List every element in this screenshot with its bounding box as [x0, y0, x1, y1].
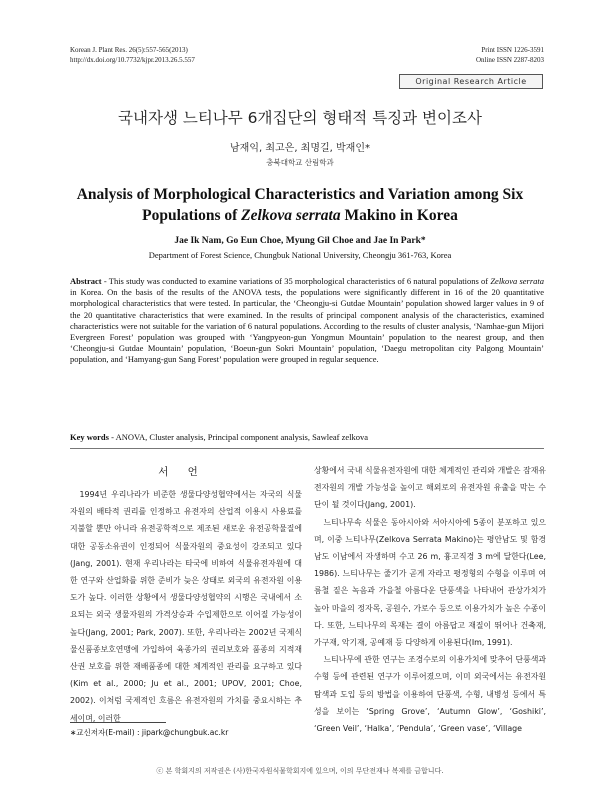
right-column: [314, 462, 546, 737]
keywords-label: Key words: [70, 432, 109, 442]
paragraph: 느티나무에 관한 연구는 조경수로의 이용가치에 맞추어 단풍색과 수형 등에 관련된 연구가 이루어졌으며, 이미 외국에서는 유전자원 탐색과 도입 등의 방법을 이용하여 단풍색, 수형, 내병성 등에서 특성을 보이는 ‘Spring Grove’, ‘Autumn Glow’, ‘Goshiki’, ‘Green Veil’, ‘Halka’, ‘Pendula’, ‘Green vase’, ‘Village: [314, 655, 546, 734]
doi-link[interactable]: http://dx.doi.org/10.7732/kjpr.2013.26.5.557: [70, 55, 195, 64]
abstract: [70, 276, 544, 366]
journal-citation: Korean J. Plant Res. 26(5):557-565(2013): [70, 46, 188, 54]
issn-header: [476, 46, 544, 65]
korean-authors: 남재익, 최고은, 최명길, 박재인*: [230, 143, 370, 154]
english-title: [0, 184, 600, 226]
english-authors: Jae Ik Nam, Go Eun Choe, Myung Gil Choe and Jae In Park*: [174, 236, 426, 246]
divider: [70, 448, 544, 449]
english-title-line1: Analysis of Morphological Characteristics and Variation among Six: [76, 186, 524, 203]
keywords-text: - ANOVA, Cluster analysis, Principal component analysis, Sawleaf zelkova: [108, 432, 369, 442]
title-text: Populations of: [142, 207, 242, 224]
paragraph: 상황에서 국내 식물유전자원에 대한 체계적인 관리와 개발은 잠재유전자원의 개발 가능성을 높이고 해외로의 유전자원 유출을 막는 수단이 될 것이다(Jang, 2001).: [314, 466, 546, 510]
korean-affiliation: 충북대학교 산림학과: [266, 158, 334, 167]
english-affiliation: Department of Forest Science, Chungbuk National University, Cheongju 361-763, Korea: [148, 250, 452, 260]
keywords: [70, 432, 544, 442]
species-name: Zelkova serrata: [241, 207, 341, 224]
online-issn: Online ISSN 2287-8203: [475, 55, 544, 64]
abstract-label: Abstract: [70, 276, 102, 286]
footnote-divider: [70, 722, 166, 723]
left-column: [70, 486, 302, 727]
paragraph: 1994년 우리나라가 비준한 생물다양성협약에서는 자국의 식물자원의 배타적 권리를 인정하고 유전자의 산업적 이용시 사용료를 지불할 뿐만 아니라 유전공학적으로 제조된 새로운 유전공학물질에 대한 공동소유권이 인정되어 식물자원의 중요성이 강조되고 있다(Jang, 2001). 현재 우리나라는 타국에 비하여 식물유전자원에 대한 연구와 산업화를 위한 준비가 늦은 상태로 외국의 유전자원 이용도가 높다. 이러한 상황에서 생물다양성협약의 시행은 국내에서 소요되는 외국 생물자원의 가격상승과 수입제한으로 이어질 가능성이 높다(Jang, 2001; Park, 2007). 또한, 우리나라는 2002년 국제식물신품종보호연맹에 가입하여 육종가의 권리보호와 품종의 지적재산권 보호를 위한 재배품종에 대한 체계적인 관리를 요구하고 있다(Kim et al., 2000; Ju et al., 2001; UPOV, 2001; Choe, 2002). 이처럼 국제적인 흐름은 유전자원의 가치를 중요시하는 추세이며, 이러한: [70, 490, 302, 723]
abstract-text: - This study was conducted to examine variations of 35 morphological characteristics of 6 natural populations of: [101, 276, 491, 286]
title-text: Makino in Korea: [340, 207, 458, 224]
section-title-introduction: 서 언: [158, 466, 206, 478]
abstract-species: Zelkova serrata: [490, 276, 544, 286]
abstract-text: in Korea. On the basis of the results of the ANOVA tests, the populations were significantly different in 16 of the 20 quantitative morphological characteristics that were tested. In particular, the ‘Cheongju-si Gutdae Mountain’ population showed larger values in 9 of the 20 quantitative characteristics that were examined. In the results of principal component analysis of the characteristics, examined characteristics were not suitable for the variation of 6 natural populations. According to the results of cluster analysis, ‘Namhae-gun Mijori Evergreen Forest’ population was grouped with ‘Yangpyeon-gun Yongmun Mountain’ population to the nearest group, and then ‘Cheongju-si Gutdae Mountain’ population, ‘Boeun-gun Sokri Mountain’ population, ‘Daegu metropolitan city Palgong Mountain’ population, and ‘Hamyang-gun Sang Forest’ population were grouped in regular sequence.: [70, 287, 544, 365]
correspondence-note: ∗교신저자(E-mail) : jipark@chungbuk.ac.kr: [70, 728, 229, 737]
korean-title: 국내자생 느티나무 6개집단의 형태적 특징과 변이조사: [118, 109, 482, 127]
article-type-badge: Original Research Article: [399, 74, 543, 89]
paragraph: 느티나무속 식물은 동아시아와 서아시아에 5종이 분포하고 있으며, 이중 느티나무(Zelkova Serrata Makino)는 평안남도 및 함경남도 이남에서 자생하며 수고 26 m, 흉고직경 3 m에 달한다(Lee, 1986). 느티나무는 줄기가 곧게 자라고 평정형의 수형을 이루며 여름철 짙은 녹음과 가을철 아름다운 단풍색을 나타내어 관상가치가 높아 마을의 정자목, 공원수, 가로수 등으로 이용가치가 높은 수종이다. 또한, 느티나무의 목재는 결이 아름답고 재질이 뛰어나 건축재, 가구재, 악기재, 공예재 등 다양하게 이용된다(Im, 1991).: [314, 517, 546, 648]
journal-header: [70, 46, 195, 65]
english-title-line2: [0, 205, 600, 226]
print-issn: Print ISSN 1226-3591: [481, 46, 544, 54]
copyright-footer: ⓒ 본 학회지의 저작권은 (사)한국자원식물학회지에 있으며, 이의 무단전재나 복제를 금합니다.: [156, 767, 444, 775]
